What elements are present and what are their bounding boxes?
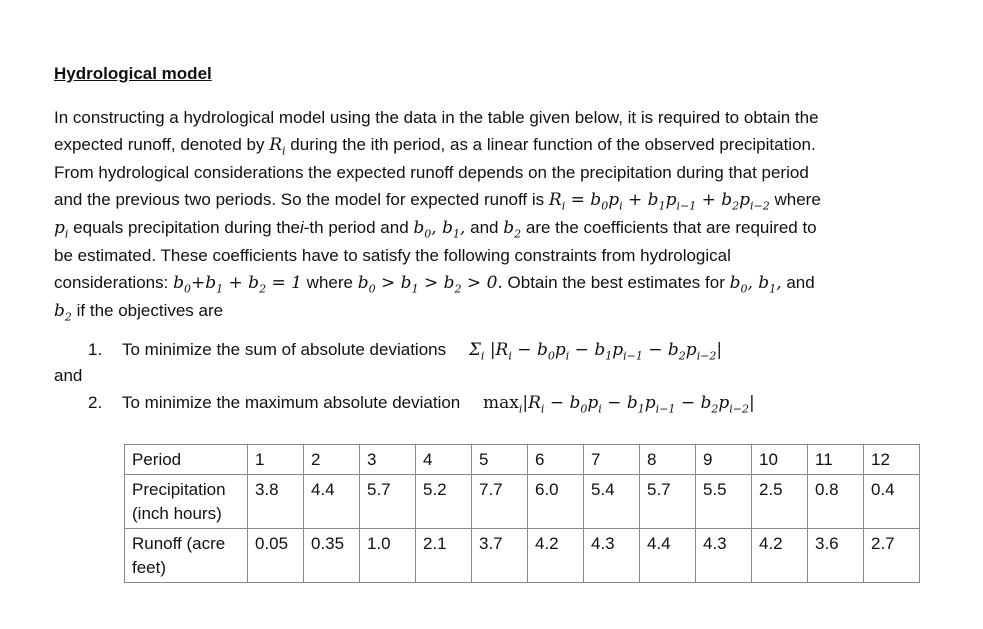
paragraph-text: where [306,273,353,292]
row-label: Runoff (acre feet) [125,529,248,583]
math-sum-constraint: $b_0+b_1 + b_2 = 1$ [173,273,302,296]
math-coefficient-b2: $b_2$ [503,218,522,241]
paragraph-text: be estimated. These coefficients have to satisfy the following constraints from hydrological [54,246,731,265]
table-cell: 3.6 [808,529,864,583]
table-cell: 7.7 [472,475,528,529]
table-row [125,445,920,475]
paragraph-text: and the previous two periods. So the model for expected runoff is [54,190,545,209]
table-cell: 3.7 [472,529,528,583]
table-cell: 0.8 [808,475,864,529]
paragraph-text: -th period and [303,218,409,237]
table-cell: 8 [640,445,696,475]
paragraph-text: considerations: [54,273,169,292]
table-row [125,529,920,583]
table-cell: 2.1 [416,529,472,583]
table-cell: 1.0 [360,529,416,583]
paragraph-text: From hydrological considerations the expected runoff depends on the precipitation during that period [54,163,809,182]
table-cell: 11 [808,445,864,475]
table-cell: 4.2 [752,529,808,583]
section-heading: Hydrological model [54,64,212,83]
table-cell: 3 [360,445,416,475]
table-cell: 2 [304,445,360,475]
table-cell: 5 [472,445,528,475]
objective-item [88,393,755,416]
data-table [124,444,920,583]
table-cell: 4.4 [640,529,696,583]
paragraph-text: are the coefficients that are required to [525,218,817,237]
table-cell: 12 [864,445,920,475]
table-cell: 2.5 [752,475,808,529]
math-coefficients: $b_0$, $b_1$, [413,218,466,241]
problem-paragraph [54,104,934,325]
paragraph-text: expected runoff, denoted by [54,135,265,154]
table-cell: 3.8 [248,475,304,529]
table-cell: 5.2 [416,475,472,529]
table-cell: 1 [248,445,304,475]
and-label: and [54,366,83,385]
table-cell: 0.35 [304,529,360,583]
objective-number: 1. [88,340,103,359]
paragraph-text: i [299,218,304,237]
paragraph-text: where [774,190,821,209]
objective-text: To minimize the sum of absolute deviations [122,340,447,359]
table-cell: 6.0 [528,475,584,529]
table-cell: 6 [528,445,584,475]
table-cell: 4 [416,445,472,475]
math-order-constraint: $b_0 > b_1 > b_2 > 0$. [357,273,503,296]
table-cell: 5.7 [640,475,696,529]
table-cell: 2.7 [864,529,920,583]
table-cell: 10 [752,445,808,475]
math-coefficient-b2: $b_2$ [54,301,72,324]
math-sum-abs-deviation: $\Sigma_i$ $|R_i - b_0p_i - b_1p_{i-1} - b_2p_{i-2}|$ [468,340,723,363]
table-row [125,475,920,529]
paragraph-text: and [786,273,815,292]
paragraph-text: during the ith period, as a linear function of the observed precipitation. [290,135,816,154]
table-cell: 5.7 [360,475,416,529]
table-cell: 4.2 [528,529,584,583]
objective-text: To minimize the maximum absolute deviation [122,393,461,412]
paragraph-text: In constructing a hydrological model using the data in the table given below, it is required to obtain the [54,108,819,127]
table-cell: 4.4 [304,475,360,529]
data-table-body [125,445,920,583]
table-cell: 0.4 [864,475,920,529]
objective-item [88,340,723,363]
math-max-abs-deviation: $\max_i|R_i - b_0p_i - b_1p_{i-1} - b_2p_{i-2}|$ [483,393,755,416]
table-cell: 0.05 [248,529,304,583]
math-precip-symbol: $p_i$ [54,218,69,241]
math-coefficients: $b_0$, $b_1$, [729,273,782,296]
table-cell: 5.5 [696,475,752,529]
table-cell: 9 [696,445,752,475]
paragraph-text: and [470,218,499,237]
math-model-equation: $R_i = b_0p_i + b_1p_{i-1} + b_2p_{i-2}$ [548,190,770,213]
math-runoff-symbol: $R_i$ [269,135,286,158]
table-cell: 4.3 [584,529,640,583]
paragraph-text: if the objectives are [76,301,224,320]
table-cell: 7 [584,445,640,475]
paragraph-text: equals precipitation during the [73,218,300,237]
paragraph-text: Obtain the best estimates for [507,273,725,292]
table-cell: 4.3 [696,529,752,583]
row-label: Period [125,445,248,475]
objective-number: 2. [88,393,103,412]
row-label: Precipitation (inch hours) [125,475,248,529]
table-cell: 5.4 [584,475,640,529]
